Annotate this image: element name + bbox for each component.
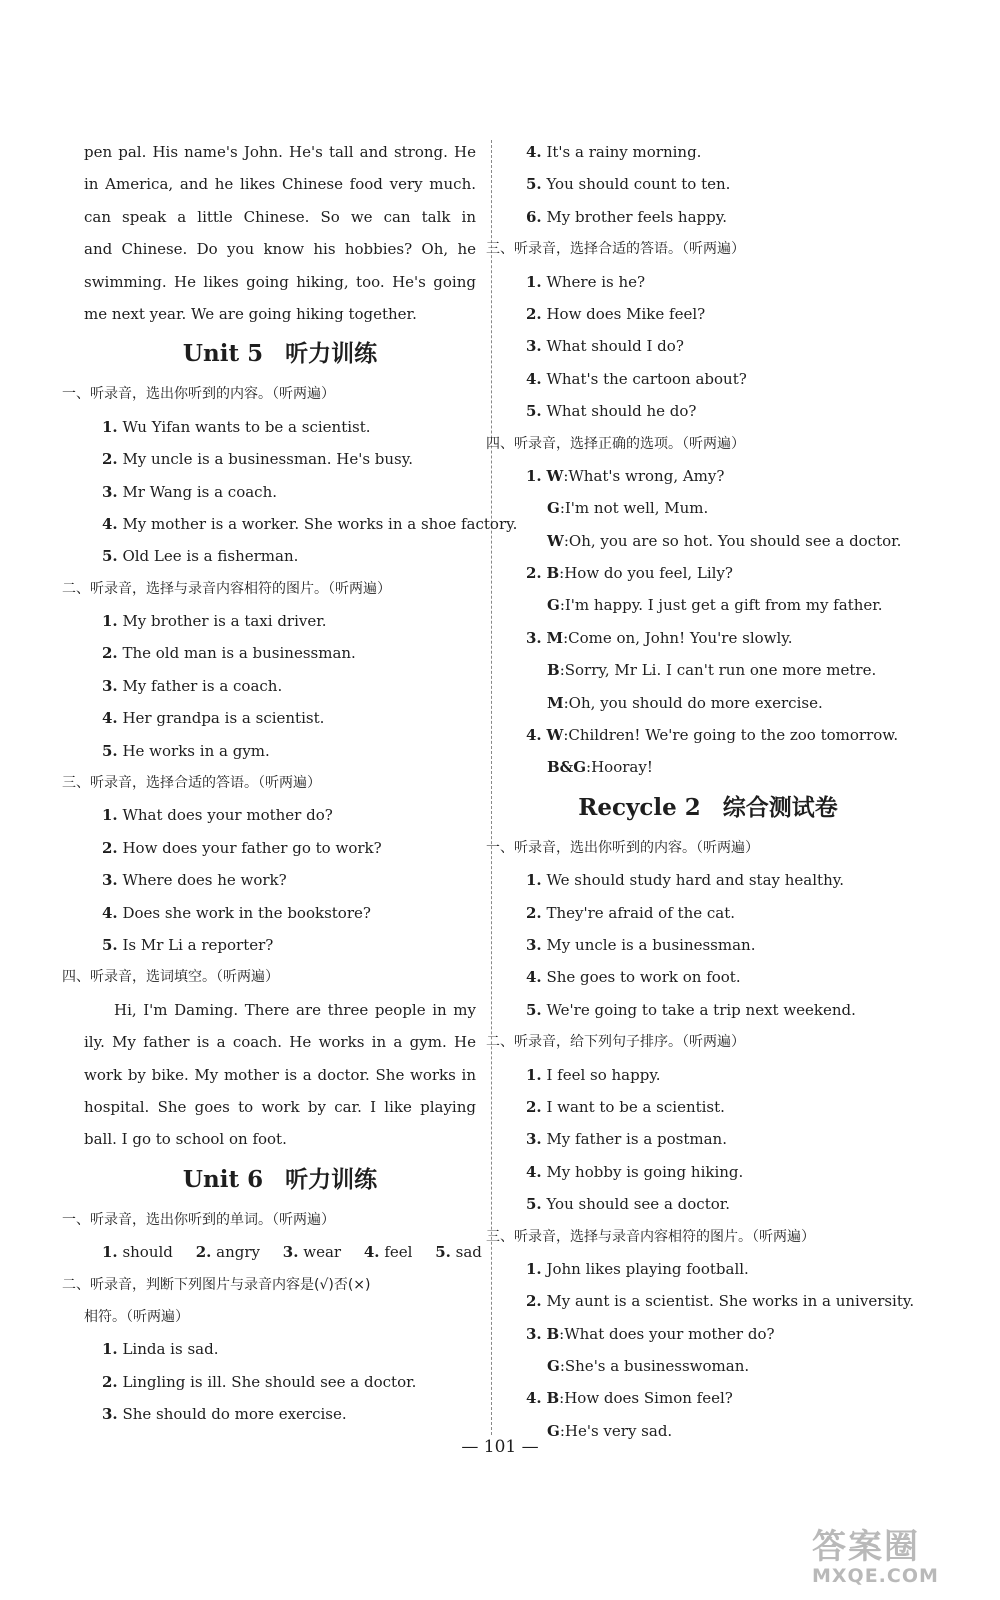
unit-subtitle: 综合测试卷	[722, 793, 838, 821]
list-item: 4. My hobby is going hiking.	[526, 1162, 744, 1181]
list-item: 4. What's the cartoon about?	[526, 369, 747, 388]
list-item: 1. Where is he?	[526, 272, 646, 291]
list-item: 2. My aunt is a scientist. She works in a university.	[526, 1292, 915, 1311]
word-list: 1. should 2. angry 3. wear 4. feel 5. sad	[102, 1243, 482, 1262]
dialogue-line: 4. B:How does Simon feel?	[526, 1389, 733, 1408]
dialogue-line: G:I'm happy. I just get a gift from my father.	[547, 596, 883, 615]
list-item: 1. I feel so happy.	[526, 1065, 661, 1084]
dialogue-line: 3. M:Come on, John! You're slowly.	[526, 628, 793, 647]
list-item: 4. It's a rainy morning.	[526, 143, 702, 161]
intro-paragraph	[84, 136, 476, 330]
list-item: 3. She should do more exercise.	[102, 1405, 347, 1424]
dialogue-line: W:Oh, you are so hot. You should see a doctor.	[547, 531, 902, 550]
list-item: 3. My uncle is a businessman.	[526, 935, 756, 954]
list-item: 5. You should see a doctor.	[526, 1195, 731, 1214]
list-item: 2. How does your father go to work?	[102, 838, 382, 857]
paragraph-line: Hi, I'm Daming. There are three people in my	[114, 1000, 476, 1019]
section-heading: 四、听录音，选词填空。（听两遍）	[62, 969, 279, 986]
unit5-title	[84, 330, 476, 378]
recycle2-title	[508, 784, 908, 832]
section-heading: 三、听录音，选择合适的答语。（听两遍）	[486, 241, 745, 258]
section-heading: 一、听录音，选出你听到的单词。（听两遍）	[62, 1211, 335, 1228]
list-item: 2. How does Mike feel?	[526, 304, 706, 323]
list-item: 5. Is Mr Li a reporter?	[102, 935, 274, 954]
list-item: 1. John likes playing football.	[526, 1259, 749, 1278]
list-item: 3. My father is a postman.	[526, 1130, 727, 1149]
list-item: 1. Wu Yifan wants to be a scientist.	[102, 417, 371, 436]
list-item: 5. We're going to take a trip next weekend.	[526, 1000, 856, 1019]
unit-label: Recycle 2	[578, 793, 701, 821]
section-heading: 二、听录音，给下列句子排序。（听两遍）	[486, 1034, 745, 1051]
dialogue-line: 1. W:What's wrong, Amy?	[526, 466, 725, 485]
unit-label: Unit 6	[182, 1165, 264, 1193]
list-item: 3. What should I do?	[526, 337, 684, 356]
paragraph-line: me next year. We are going hiking together.	[84, 304, 417, 323]
paragraph-line: work by bike. My mother is a doctor. She works in	[84, 1065, 476, 1084]
right-column	[486, 136, 915, 1447]
watermark-bottom: MXQE.COM	[812, 1565, 939, 1587]
dialogue-line: G:I'm not well, Mum.	[547, 499, 709, 518]
list-item: 4. Does she work in the bookstore?	[102, 903, 371, 922]
list-item: 2. Lingling is ill. She should see a doctor.	[102, 1372, 417, 1391]
list-item: 1. We should study hard and stay healthy.	[526, 871, 844, 890]
paragraph-line: can speak a little Chinese. So we can talk in	[84, 207, 476, 226]
list-item: 3. Mr Wang is a coach.	[102, 482, 278, 501]
dialogue-line: B:Sorry, Mr Li. I can't run one more metre.	[547, 661, 877, 680]
list-item: 5. Old Lee is a fisherman.	[102, 547, 299, 566]
list-item: 5. You should count to ten.	[526, 175, 731, 194]
dialogue-line: G:She's a businesswoman.	[547, 1357, 750, 1376]
list-item: 6. My brother feels happy.	[526, 207, 727, 226]
list-item: 4. Her grandpa is a scientist.	[102, 709, 325, 728]
paragraph-line: ily. My father is a coach. He works in a gym. He	[84, 1033, 476, 1052]
paragraph-line: in America, and he likes Chinese food very much.	[84, 175, 476, 194]
list-item: 1. What does your mother do?	[102, 806, 333, 825]
list-item: 1. Linda is sad.	[102, 1340, 219, 1359]
paragraph-line: and Chinese. Do you know his hobbies? Oh, he	[84, 240, 476, 259]
page-number: — 101 —	[461, 1437, 539, 1457]
section-heading: 二、听录音，选择与录音内容相符的图片。（听两遍）	[62, 580, 391, 597]
list-item: 5. What should he do?	[526, 402, 697, 421]
watermark-top: 答案圈	[812, 1527, 920, 1567]
unit-subtitle: 听力训练	[285, 1165, 378, 1193]
list-item: 4. My mother is a worker. She works in a shoe factory.	[102, 514, 518, 533]
list-item: 2. I want to be a scientist.	[526, 1097, 725, 1116]
paragraph-line: hospital. She goes to work by car. I like playing	[84, 1097, 476, 1116]
paragraph-line: pen pal. His name's John. He's tall and strong. He	[84, 143, 476, 161]
cloze-paragraph	[84, 994, 476, 1156]
section-heading: 一、听录音，选出你听到的内容。（听两遍）	[486, 839, 759, 856]
unit-subtitle: 听力训练	[285, 340, 378, 368]
dialogue-line: 3. B:What does your mother do?	[526, 1324, 775, 1343]
section-heading: 三、听录音，选择与录音内容相符的图片。（听两遍）	[486, 1228, 815, 1245]
paragraph-line: swimming. He likes going hiking, too. He's going	[84, 272, 476, 291]
list-item: 1. My brother is a taxi driver.	[102, 612, 327, 631]
unit-label: Unit 5	[182, 340, 264, 368]
dialogue-line: G:He's very sad.	[547, 1421, 673, 1440]
dialogue-line: 4. W:Children! We're going to the zoo tomorrow.	[526, 726, 899, 745]
section-heading-cont: 相符。（听两遍）	[84, 1308, 189, 1325]
paragraph-line: ball. I go to school on foot.	[84, 1130, 287, 1149]
list-item: 2. My uncle is a businessman. He's busy.	[102, 450, 414, 469]
list-item: 2. The old man is a businessman.	[102, 644, 356, 663]
list-item: 2. They're afraid of the cat.	[526, 903, 736, 922]
section-heading: 一、听录音，选出你听到的内容。（听两遍）	[62, 386, 335, 403]
list-item: 5. He works in a gym.	[102, 741, 270, 760]
section-heading: 三、听录音，选择合适的答语。（听两遍）	[62, 775, 321, 792]
dialogue-line: B&G:Hooray!	[547, 758, 653, 777]
section-heading: 二、听录音，判断下列图片与录音内容是(√)否(×)	[62, 1276, 371, 1293]
list-item: 4. She goes to work on foot.	[526, 968, 741, 987]
dialogue-line: 2. B:How do you feel, Lily?	[526, 564, 733, 583]
list-item: 3. Where does he work?	[102, 871, 287, 890]
left-column	[62, 136, 518, 1430]
list-item: 3. My father is a coach.	[102, 676, 283, 695]
dialogue-line: M:Oh, you should do more exercise.	[547, 693, 823, 712]
section-heading: 四、听录音，选择正确的选项。（听两遍）	[486, 435, 745, 452]
unit6-title	[84, 1156, 476, 1204]
watermark-logo	[812, 1528, 982, 1590]
